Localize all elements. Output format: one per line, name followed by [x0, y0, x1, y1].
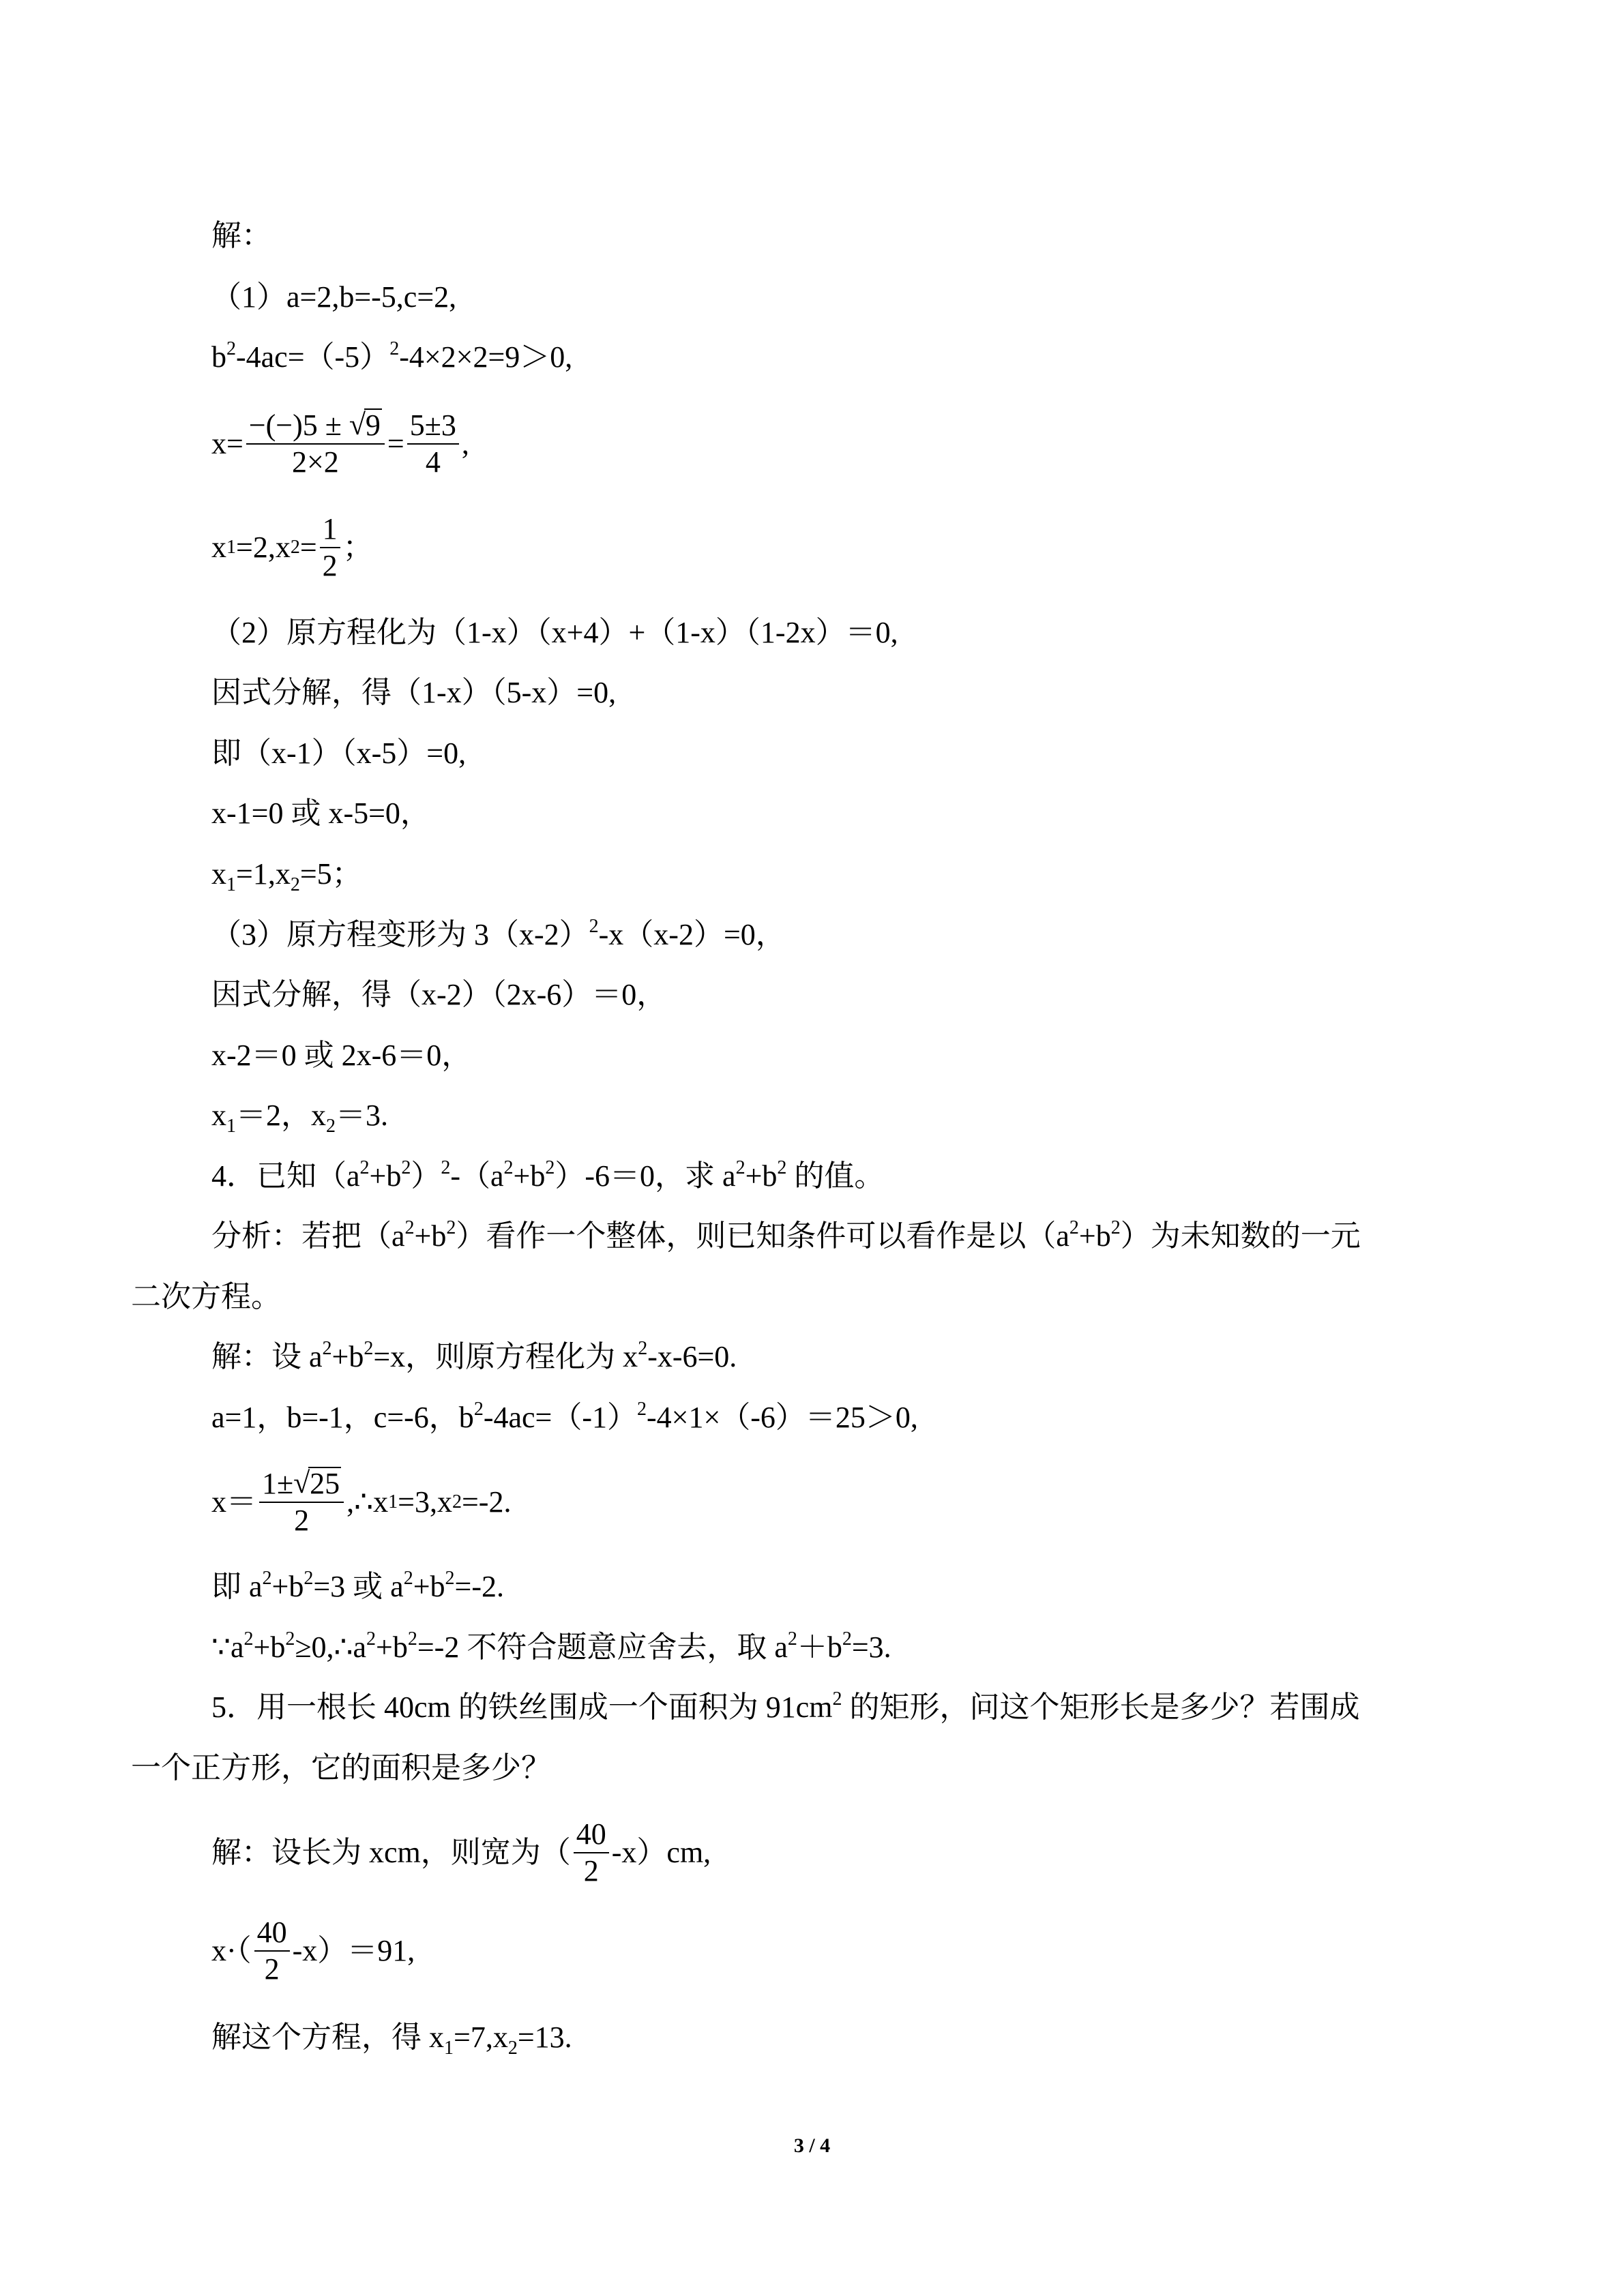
line-text: 的矩形，问这个矩形长是多少？若围成 — [842, 1690, 1360, 1724]
superscript: 2 — [735, 1157, 745, 1178]
radicand: 9 — [365, 408, 381, 442]
radical-sign-icon: √ — [349, 408, 366, 441]
fraction-numerator — [259, 1466, 344, 1503]
line-text: ,∴x — [346, 1485, 389, 1519]
fraction-denominator: 2 — [583, 1854, 599, 1888]
text-line — [211, 337, 572, 378]
subscript: 2 — [290, 874, 300, 895]
line-text: +b — [271, 1570, 304, 1603]
superscript: 2 — [842, 1628, 852, 1650]
line-text: =3,x — [398, 1485, 452, 1519]
subscript: 1 — [226, 1116, 236, 1137]
line-text: 5．用一根长 40cm 的铁丝围成一个面积为 91cm — [211, 1690, 833, 1724]
text-line — [211, 793, 430, 834]
line-text: +b — [369, 1159, 402, 1193]
line-text: 的值。 — [786, 1159, 885, 1193]
subscript: 1 — [226, 874, 236, 895]
line-text: 因式分解，得（1-x）（5-x）=0, — [211, 676, 617, 709]
subscript: 2 — [507, 2038, 518, 2059]
superscript: 2 — [285, 1628, 295, 1650]
line-text: ＝2，x — [236, 1099, 326, 1132]
superscript: 2 — [226, 338, 236, 359]
text-line — [211, 1397, 918, 1438]
sqrt — [293, 1466, 341, 1502]
line-text: ） — [411, 1159, 441, 1193]
text-line — [211, 1627, 891, 1668]
line-text: =1,x — [236, 857, 291, 891]
line-text: ）为未知数的一元 — [1120, 1219, 1361, 1253]
line-text: =x，则原方程化为 x — [373, 1340, 638, 1373]
line-text: -4ac=（-5） — [236, 340, 390, 374]
line-text: 一个正方形，它的面积是多少？ — [131, 1751, 551, 1785]
line-text: ）看作一个整体，则已知条件可以看作是以（a — [456, 1219, 1069, 1253]
line-text: +b — [331, 1340, 364, 1373]
text-line — [211, 733, 466, 774]
superscript: 2 — [364, 1338, 374, 1359]
line-text: （3）原方程变形为 3（x-2） — [211, 918, 589, 951]
superscript: 2 — [787, 1628, 797, 1650]
fraction — [259, 1466, 344, 1538]
line-text: a=1，b=-1，c=-6，b — [211, 1401, 474, 1434]
line-text: ）-6＝0，求 a — [555, 1159, 736, 1193]
line-text: x — [211, 1099, 226, 1132]
superscript: 2 — [473, 1399, 484, 1420]
fraction — [407, 408, 459, 480]
formula-line: x 1 =2,x 2 = $\frac{1}{2}$ ； — [211, 512, 373, 582]
line-text: +b — [413, 1570, 445, 1603]
superscript: 2 — [366, 1628, 377, 1650]
formula-line: x＝ 1± √ 25 2 ,∴x 1 =3,x 2 =-2. — [211, 1466, 512, 1537]
line-text: -（a — [450, 1159, 504, 1193]
subscript: 1 — [444, 2038, 454, 2059]
line-text: 因式分解，得（x-2）（2x-6）＝0， — [211, 978, 667, 1011]
text-line — [211, 1687, 1360, 1728]
formula-line — [211, 1907, 415, 1995]
line-text: =3. — [851, 1630, 891, 1664]
line-text: ； — [342, 531, 373, 564]
text-line — [211, 1337, 737, 1377]
text-line — [211, 1216, 1501, 1257]
line-text: （1）a=2,b=-5,c=2, — [211, 280, 457, 314]
numerator-text: −(−)5 ± — [248, 408, 342, 442]
text-line — [131, 1277, 281, 1317]
line-text: =13. — [517, 2021, 572, 2054]
sqrt — [349, 408, 382, 443]
line-text: 4．已知（a — [211, 1159, 360, 1193]
superscript: 2 — [401, 1157, 411, 1178]
line-text: x — [211, 531, 226, 564]
line-text: +b — [253, 1630, 286, 1664]
text-line — [211, 1035, 471, 1076]
line-text: x-2＝0 或 2x-6＝0， — [211, 1039, 472, 1072]
line-text: 解：设 a — [211, 1340, 323, 1373]
line-text: ∵a — [211, 1630, 244, 1664]
fraction-numerator: 40 — [254, 1915, 290, 1952]
line-text: -4ac=（-1） — [483, 1401, 637, 1434]
text-line — [211, 1156, 884, 1197]
text-line — [211, 277, 456, 318]
line-text: +b — [414, 1219, 447, 1253]
line-text: ＝3. — [336, 1099, 388, 1132]
line-text: x — [211, 857, 226, 891]
superscript: 2 — [1069, 1217, 1079, 1238]
line-text: -x）cm, — [611, 1836, 711, 1869]
fraction-numerator: 40 — [574, 1817, 609, 1853]
line-text: +b — [1078, 1219, 1111, 1253]
fraction — [574, 1817, 609, 1889]
line-text: =7,x — [454, 2021, 508, 2054]
line-text: x＝ — [211, 1485, 256, 1519]
text-line — [211, 854, 362, 895]
superscript: 2 — [389, 338, 400, 359]
superscript: 2 — [503, 1157, 514, 1178]
fraction-denominator: 2 — [264, 1952, 280, 1986]
text-line — [211, 914, 786, 955]
formula-line — [211, 1808, 711, 1897]
line-text: x-1=0 或 x-5=0， — [211, 796, 430, 830]
text-line — [131, 1748, 551, 1789]
subscript: 2 — [326, 1116, 336, 1137]
line-text: 解这个方程，得 x — [211, 2021, 444, 2054]
fraction-numerator: 1 — [320, 511, 340, 548]
superscript: 2 — [243, 1628, 254, 1650]
fraction-numerator: 5±3 — [407, 408, 459, 445]
text-line — [211, 1095, 388, 1136]
text-line — [211, 1566, 504, 1607]
line-text: =3 或 a — [313, 1570, 404, 1603]
superscript: 2 — [445, 1568, 455, 1589]
line-text: , — [461, 427, 469, 460]
text-line — [211, 215, 271, 256]
superscript: 2 — [589, 916, 599, 937]
page-number: 3 / 4 — [793, 2134, 831, 2157]
line-text: = — [387, 427, 404, 460]
radicand: 25 — [310, 1467, 340, 1500]
formula-line — [211, 400, 469, 488]
line-text: （2）原方程化为（1-x）（x+4）+（1-x）（1-2x）＝0, — [211, 616, 898, 649]
line-text: ＋b — [797, 1630, 842, 1664]
text-line — [211, 672, 616, 713]
line-text: +b — [376, 1630, 408, 1664]
line-text: 二次方程。 — [131, 1280, 281, 1313]
fraction — [254, 1915, 290, 1987]
superscript: 2 — [322, 1338, 332, 1359]
line-text: +b — [513, 1159, 546, 1193]
line-text: =-2 不符合题意应舍去，取 a — [417, 1630, 788, 1664]
radical-sign-icon: √ — [293, 1466, 310, 1500]
line-text: 即（x-1）（x-5）=0, — [211, 736, 467, 770]
line-text: 分析：若把（a — [211, 1219, 405, 1253]
line-text: 即 a — [211, 1570, 263, 1603]
superscript: 2 — [545, 1157, 555, 1178]
text-line — [211, 612, 898, 653]
numerator-text: 1± — [262, 1467, 294, 1500]
fraction — [246, 408, 385, 480]
superscript: 2 — [777, 1157, 787, 1178]
superscript: 2 — [262, 1568, 272, 1589]
fraction-denominator: 2 — [294, 1504, 310, 1537]
superscript: 2 — [407, 1628, 417, 1650]
line-text: =-2. — [461, 1485, 512, 1519]
line-text: x= — [211, 427, 243, 460]
line-text: -x）＝91, — [292, 1934, 415, 1967]
fraction — [320, 511, 340, 584]
text-line — [211, 974, 666, 1015]
line-text: -x（x-2）=0， — [598, 918, 786, 951]
superscript: 2 — [638, 1338, 648, 1359]
line-text: = — [299, 531, 317, 564]
superscript: 2 — [304, 1568, 314, 1589]
text-line — [211, 2017, 572, 2058]
fraction-denominator: 4 — [425, 445, 441, 479]
superscript: 2 — [446, 1217, 456, 1238]
line-text: x·（ — [211, 1934, 252, 1967]
fraction-denominator: 2×2 — [291, 445, 339, 479]
superscript: 2 — [1110, 1217, 1121, 1238]
line-text: -4×1×（-6）＝25＞0, — [647, 1401, 918, 1434]
line-text: -x-6=0. — [647, 1340, 737, 1373]
line-text: ≥0,∴a — [295, 1630, 367, 1664]
line-text: =2,x — [236, 531, 291, 564]
superscript: 2 — [403, 1568, 413, 1589]
line-text: =5； — [299, 857, 362, 891]
superscript: 2 — [832, 1688, 842, 1710]
line-text: +b — [745, 1159, 778, 1193]
superscript: 2 — [404, 1217, 415, 1238]
line-text: b — [211, 340, 226, 374]
line-text: 解：设长为 xcm，则宽为（ — [211, 1836, 571, 1869]
superscript: 2 — [359, 1157, 370, 1178]
fraction-numerator — [246, 408, 385, 445]
superscript: 2 — [637, 1399, 647, 1420]
line-text: =-2. — [454, 1570, 504, 1603]
fraction-denominator: 2 — [322, 549, 338, 582]
line-text: -4×2×2=9＞0, — [399, 340, 573, 374]
superscript: 2 — [441, 1157, 451, 1178]
line-text: 解： — [211, 219, 271, 252]
